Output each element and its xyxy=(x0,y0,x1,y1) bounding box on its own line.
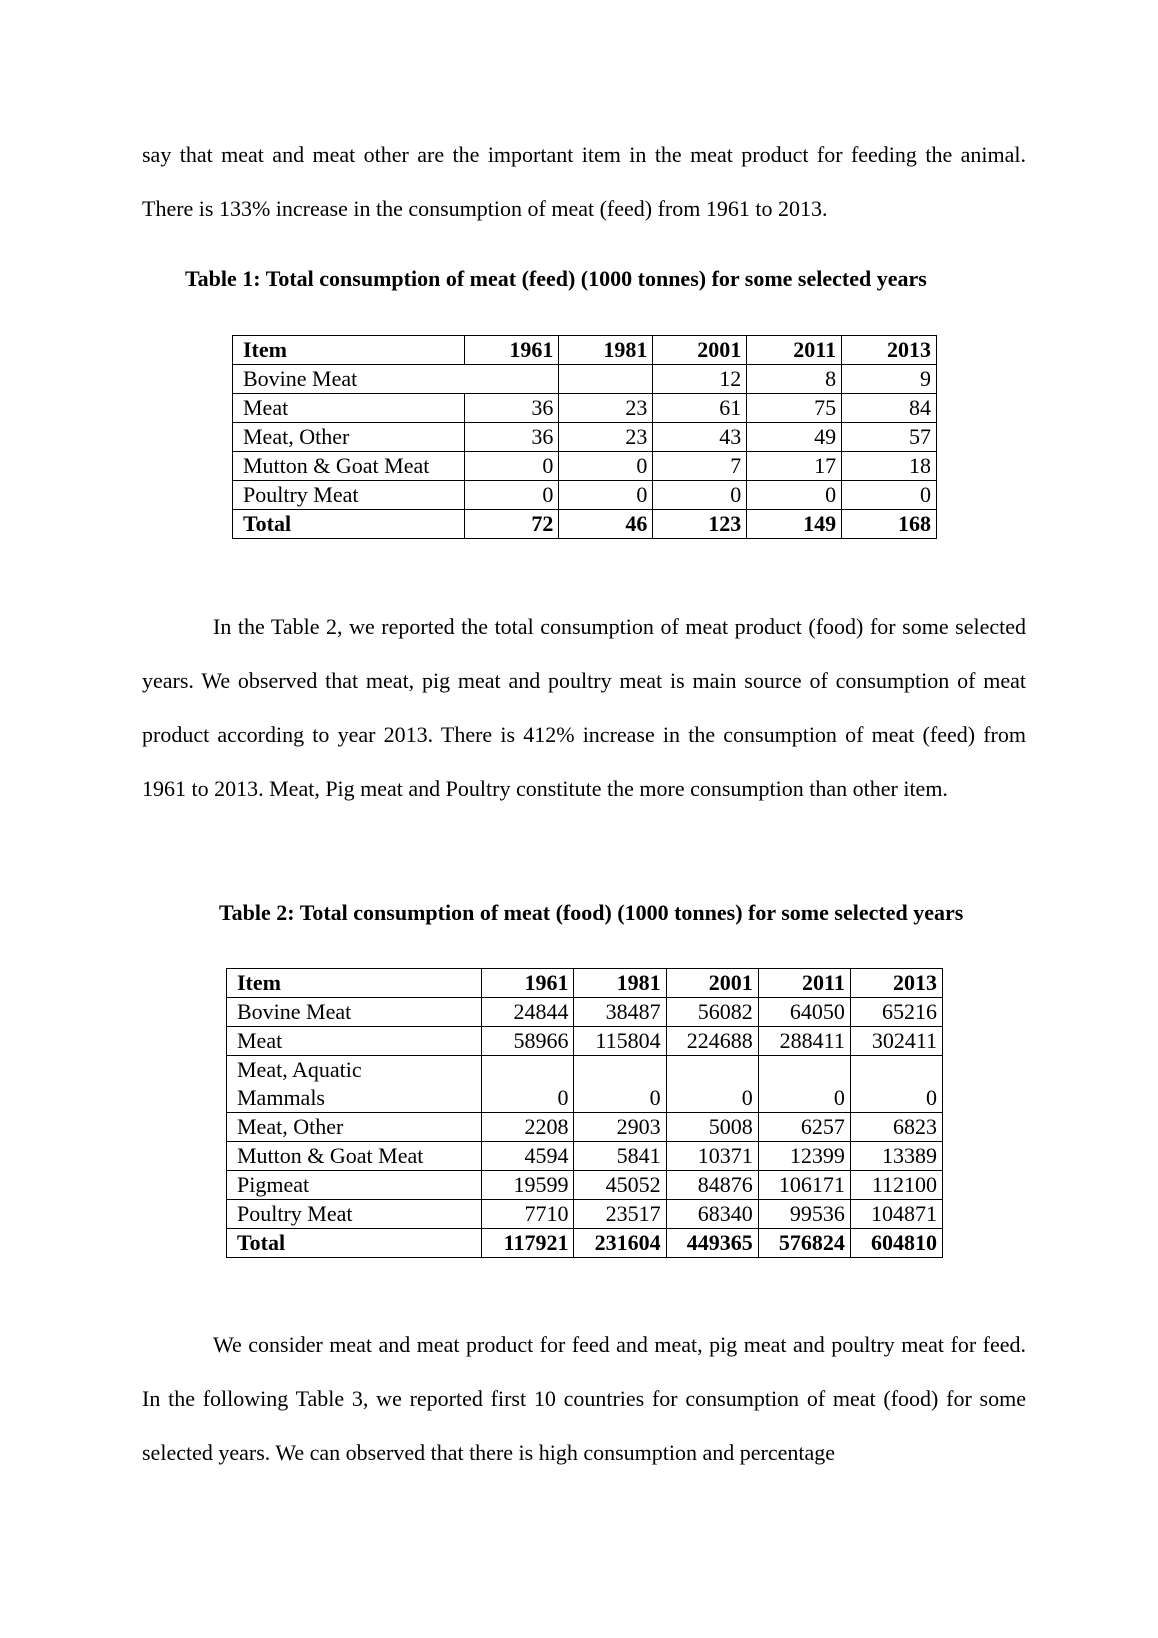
header-cell: 1981 xyxy=(559,336,653,365)
item-cell: Meat, Other xyxy=(233,423,465,452)
value-cell: 224688 xyxy=(666,1027,758,1056)
item-cell: Meat xyxy=(227,1027,482,1056)
value-cell: 23 xyxy=(559,423,653,452)
value-cell: 0 xyxy=(842,481,937,510)
header-cell: 2011 xyxy=(747,336,842,365)
header-cell: 2001 xyxy=(653,336,747,365)
item-cell: Meat, Aquatic Mammals xyxy=(227,1056,482,1113)
value-cell: 2903 xyxy=(574,1113,666,1142)
value-cell: 0 xyxy=(574,1056,666,1113)
value-cell: 2208 xyxy=(482,1113,574,1142)
header-cell: 2011 xyxy=(758,969,850,998)
value-cell: 115804 xyxy=(574,1027,666,1056)
value-cell: 604810 xyxy=(850,1229,942,1258)
value-cell: 302411 xyxy=(850,1027,942,1056)
value-cell: 149 xyxy=(747,510,842,539)
value-cell: 5008 xyxy=(666,1113,758,1142)
item-cell: Meat xyxy=(233,394,465,423)
table-row xyxy=(233,481,937,510)
value-cell: 288411 xyxy=(758,1027,850,1056)
table-header-row xyxy=(233,336,937,365)
value-cell: 57 xyxy=(842,423,937,452)
value-cell: 10371 xyxy=(666,1142,758,1171)
value-cell: 84876 xyxy=(666,1171,758,1200)
table-row xyxy=(233,452,937,481)
value-cell: 12399 xyxy=(758,1142,850,1171)
value-cell: 24844 xyxy=(482,998,574,1027)
value-cell: 68340 xyxy=(666,1200,758,1229)
header-cell: 2013 xyxy=(842,336,937,365)
item-cell: Mutton & Goat Meat xyxy=(233,452,465,481)
value-cell: 43 xyxy=(653,423,747,452)
value-cell: 0 xyxy=(747,481,842,510)
value-cell: 104871 xyxy=(850,1200,942,1229)
table-row xyxy=(227,1113,943,1142)
value-cell: 45052 xyxy=(574,1171,666,1200)
value-cell: 6257 xyxy=(758,1113,850,1142)
table-row xyxy=(233,394,937,423)
value-cell: 19599 xyxy=(482,1171,574,1200)
value-cell: 0 xyxy=(653,481,747,510)
value-cell: 36 xyxy=(464,394,559,423)
value-cell: 64050 xyxy=(758,998,850,1027)
item-cell: Total xyxy=(233,510,465,539)
table-row xyxy=(227,998,943,1027)
item-cell: Meat, Other xyxy=(227,1113,482,1142)
value-cell: 23 xyxy=(559,394,653,423)
value-cell: 12 xyxy=(653,365,747,394)
table-total-row xyxy=(227,1229,943,1258)
value-cell: 4594 xyxy=(482,1142,574,1171)
value-cell: 8 xyxy=(747,365,842,394)
table-row xyxy=(227,1056,943,1113)
value-cell: 61 xyxy=(653,394,747,423)
value-cell: 72 xyxy=(464,510,559,539)
value-cell: 65216 xyxy=(850,998,942,1027)
value-cell: 49 xyxy=(747,423,842,452)
value-cell: 106171 xyxy=(758,1171,850,1200)
header-cell: 1981 xyxy=(574,969,666,998)
table-header-row xyxy=(227,969,943,998)
table-1 xyxy=(232,335,937,539)
value-cell: 231604 xyxy=(574,1229,666,1258)
value-cell: 58966 xyxy=(482,1027,574,1056)
value-cell xyxy=(559,365,653,394)
table-row xyxy=(227,1027,943,1056)
value-cell: 46 xyxy=(559,510,653,539)
item-cell: Poultry Meat xyxy=(233,481,465,510)
value-cell: 38487 xyxy=(574,998,666,1027)
table-row xyxy=(233,365,937,394)
value-cell: 6823 xyxy=(850,1113,942,1142)
value-cell: 7710 xyxy=(482,1200,574,1229)
value-cell: 23517 xyxy=(574,1200,666,1229)
item-cell: Mutton & Goat Meat xyxy=(227,1142,482,1171)
value-cell: 9 xyxy=(842,365,937,394)
value-cell: 0 xyxy=(464,481,559,510)
table-row xyxy=(227,1142,943,1171)
item-cell: Total xyxy=(227,1229,482,1258)
value-cell: 18 xyxy=(842,452,937,481)
table-2 xyxy=(226,968,943,1258)
table-row xyxy=(227,1171,943,1200)
value-cell: 0 xyxy=(559,481,653,510)
value-cell: 7 xyxy=(653,452,747,481)
value-cell: 112100 xyxy=(850,1171,942,1200)
item-cell: Pigmeat xyxy=(227,1171,482,1200)
value-cell: 0 xyxy=(482,1056,574,1113)
value-cell: 0 xyxy=(666,1056,758,1113)
table-row xyxy=(227,1200,943,1229)
table-1-caption: Table 1: Total consumption of meat (feed) (1000 tonnes) for some selected years xyxy=(185,266,927,291)
table-total-row xyxy=(233,510,937,539)
value-cell: 0 xyxy=(850,1056,942,1113)
header-cell: 2001 xyxy=(666,969,758,998)
value-cell: 0 xyxy=(758,1056,850,1113)
header-cell: 2013 xyxy=(850,969,942,998)
value-cell: 75 xyxy=(747,394,842,423)
value-cell: 576824 xyxy=(758,1229,850,1258)
table-2-caption: Table 2: Total consumption of meat (food) (1000 tonnes) for some selected years xyxy=(219,900,964,925)
value-cell: 117921 xyxy=(482,1229,574,1258)
value-cell: 5841 xyxy=(574,1142,666,1171)
header-cell: 1961 xyxy=(482,969,574,998)
value-cell: 99536 xyxy=(758,1200,850,1229)
value-cell: 0 xyxy=(559,452,653,481)
paragraph-3: We consider meat and meat product for feed and meat, pig meat and poultry meat for feed. In the following Table 3, we reported first 10 countries for consumption of meat (food) for some selected years. We can observed that there is high consumption and percentage xyxy=(142,1332,1026,1465)
item-cell: Bovine Meat xyxy=(233,365,559,394)
value-cell: 36 xyxy=(464,423,559,452)
paragraph-2: In the Table 2, we reported the total consumption of meat product (food) for some selected years. We observed that meat, pig meat and poultry meat is main source of consumption of meat product according to year 2013. There is 412% increase in the consumption of meat (feed) from 1961 to 2013. Meat, Pig meat and Poultry constitute the more consumption than other item. xyxy=(142,614,1026,801)
value-cell: 123 xyxy=(653,510,747,539)
value-cell: 84 xyxy=(842,394,937,423)
header-cell: Item xyxy=(233,336,465,365)
header-cell: 1961 xyxy=(464,336,559,365)
paragraph-1: say that meat and meat other are the important item in the meat product for feeding the animal. There is 133% increase in the consumption of meat (feed) from 1961 to 2013. xyxy=(142,142,1026,221)
table-row xyxy=(233,423,937,452)
item-cell: Poultry Meat xyxy=(227,1200,482,1229)
value-cell: 17 xyxy=(747,452,842,481)
header-cell: Item xyxy=(227,969,482,998)
value-cell: 0 xyxy=(464,452,559,481)
value-cell: 449365 xyxy=(666,1229,758,1258)
item-cell: Bovine Meat xyxy=(227,998,482,1027)
value-cell: 13389 xyxy=(850,1142,942,1171)
value-cell: 168 xyxy=(842,510,937,539)
value-cell: 56082 xyxy=(666,998,758,1027)
